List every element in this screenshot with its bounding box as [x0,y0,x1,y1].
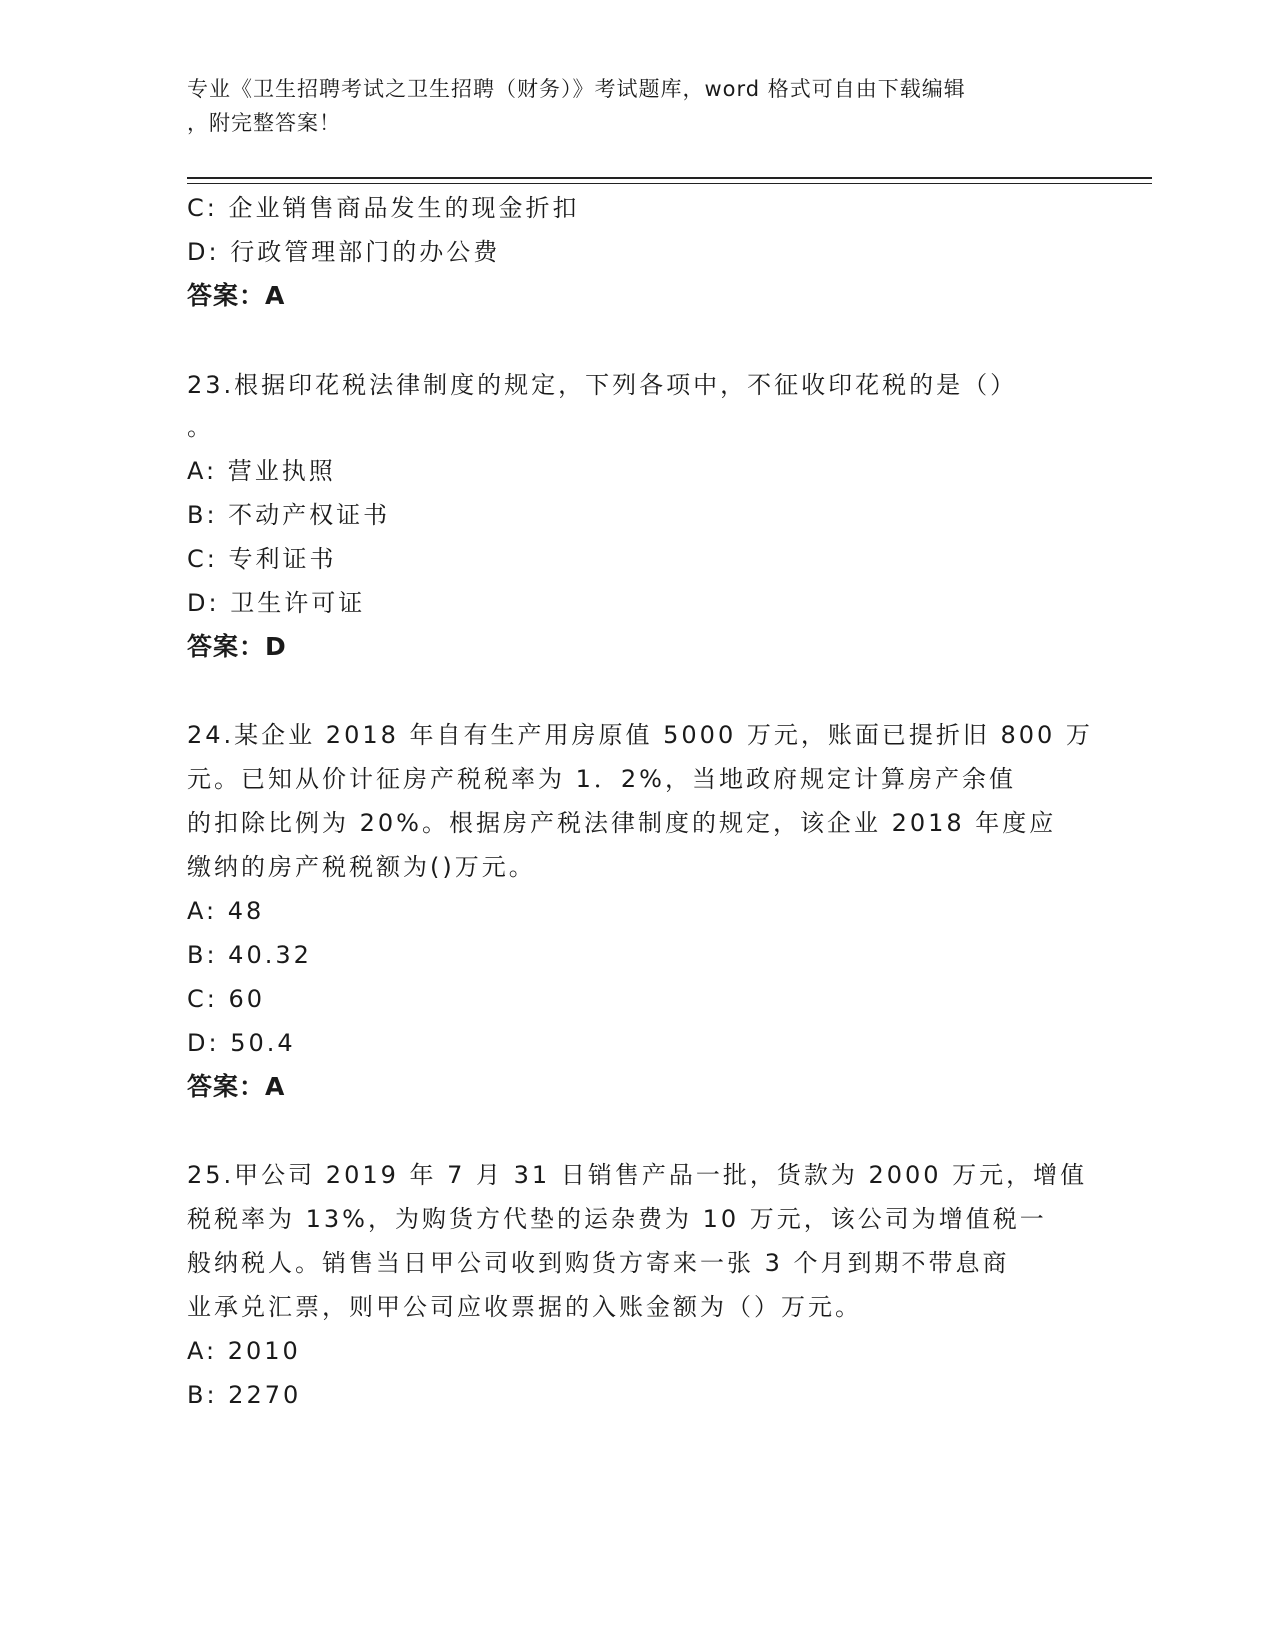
header-line-2: ，附完整答案！ [187,111,341,135]
q24-option-c: C: 60 [187,985,266,1013]
header-divider-thick [187,177,1152,179]
q23-option-d: D: 卫生许可证 [187,589,366,617]
q23-stem-line-1: 23.根据印花税法律制度的规定，下列各项中，不征收印花税的是（） [187,371,1018,399]
q23-option-b: B: 不动产权证书 [187,501,391,529]
q24-stem-line-1: 24.某企业 2018 年自有生产用房原值 5000 万元，账面已提折旧 800 万 [187,721,1093,749]
q23-answer: 答案：D [187,632,287,661]
q25-stem-line-1: 25.甲公司 2019 年 7 月 31 日销售产品一批，货款为 2000 万元，增值 [187,1161,1088,1189]
q24-stem-line-2: 元。已知从价计征房产税税率为 1．2%，当地政府规定计算房产余值 [187,765,1016,793]
header-divider-thin [187,183,1152,184]
document-header [187,72,1087,140]
q23-stem-line-2: 。 [187,413,214,441]
q25-option-a: A: 2010 [187,1337,301,1365]
q24-option-d: D: 50.4 [187,1029,296,1057]
q22-option-c: C: 企业销售商品发生的现金折扣 [187,194,580,222]
q24-stem-line-4: 缴纳的房产税税额为()万元。 [187,853,536,881]
q24-stem-line-3: 的扣除比例为 20%。根据房产税法律制度的规定，该企业 2018 年度应 [187,809,1057,837]
q25-stem-line-3: 般纳税人。销售当日甲公司收到购货方寄来一张 3 个月到期不带息商 [187,1249,1010,1277]
q25-option-b: B: 2270 [187,1381,302,1409]
q22-option-d: D: 行政管理部门的办公费 [187,238,501,266]
header-line-1: 专业《卫生招聘考试之卫生招聘（财务）》考试题库，word 格式可自由下载编辑 [187,77,966,101]
q24-option-b: B: 40.32 [187,941,312,969]
q22-answer: 答案：A [187,281,286,310]
q23-option-a: A: 营业执照 [187,457,336,485]
q23-option-c: C: 专利证书 [187,545,337,573]
q25-stem-line-4: 业承兑汇票，则甲公司应收票据的入账金额为（）万元。 [187,1293,862,1321]
q24-answer: 答案：A [187,1072,286,1101]
q24-option-a: A: 48 [187,897,265,925]
q25-stem-line-2: 税税率为 13%，为购货方代垫的运杂费为 10 万元，该公司为增值税一 [187,1205,1047,1233]
